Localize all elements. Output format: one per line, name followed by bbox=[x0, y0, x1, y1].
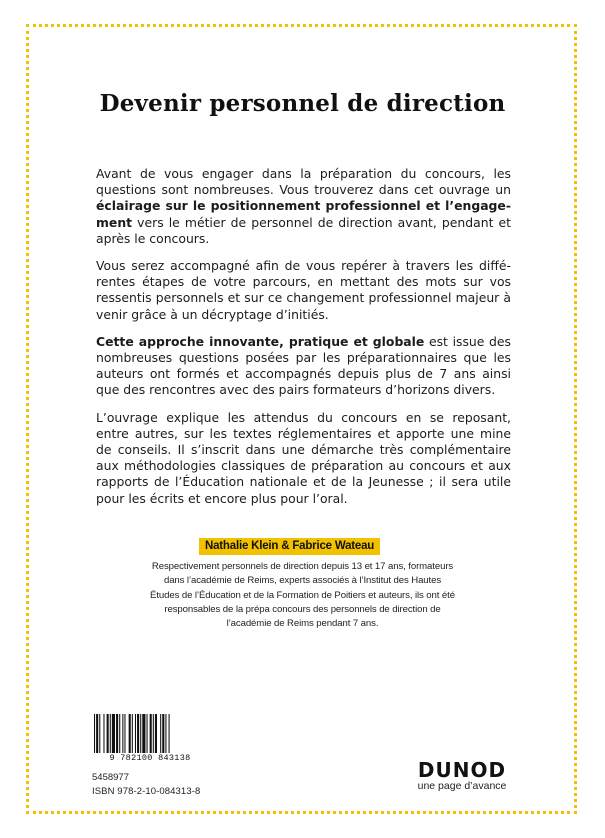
highlight-text: éclairage sur le positionnement professionnel et l’engagement bbox=[96, 198, 511, 230]
barcode-digits: 9 782100 843138 bbox=[92, 753, 208, 763]
paragraph-1: Avant de vous engager dans la préparation du concours, les questions sont nombreuses. Vous trouverez dans cet ouvrage un éclairage sur le positionnement professionnel et l’engagement vers le métier de personnel de direction avant, pendant et après le concours. bbox=[96, 166, 511, 246]
authors-bio: Respectivement personnels de direction depuis 13 et 17 ans, formateurs dans l’académie de Reims, experts associés à l’Institut des Hautes Études de l’Éducation et de la Formation de Poitiers et auteurs, ils ont été responsables de la prépa concours des personnels de direction de l’académie de Reims pendant 7 ans. bbox=[150, 561, 455, 630]
back-cover-description bbox=[96, 166, 511, 518]
product-code: 5458977 bbox=[92, 772, 129, 783]
authors-badge: Nathalie Klein & Fabrice Wateau bbox=[199, 538, 380, 555]
isbn: ISBN 978-2-10-084313-8 bbox=[92, 786, 201, 797]
publisher-name: DUNOD bbox=[417, 758, 507, 782]
barcode-bars-icon bbox=[92, 714, 208, 754]
publisher-logo bbox=[412, 760, 512, 793]
highlight-text: Cette approche innovante, pratique et globale bbox=[96, 333, 425, 349]
book-title: Devenir personnel de direction bbox=[99, 90, 506, 117]
paragraph-3: Cette approche innovante, pratique et globale est issue des nombreuses questions posées par les préparationnaires que les auteurs ont formés et accompagnés depuis plus de 7 ans ainsi que des rencontres avec des pairs formateurs d’horizons divers. bbox=[96, 333, 511, 398]
paragraph-2: Vous serez accompagné afin de vous repérer à travers les différentes étapes de votre parcours, en mettant des mots sur vos ressentis personnels et sur ce changement professionnel majeur à venir grâce à un décryptage d’initiés. bbox=[96, 258, 511, 322]
publisher-tagline: une page d’avance bbox=[417, 780, 507, 792]
paragraph-4: L’ouvrage explique les attendus du concours en se reposant, entre autres, sur les textes réglementaires et apporte une mine de conseils. Il s’inscrit dans une démarche très complémentaire aux méthodologies classiques de préparation au concours et aux rapports de l’Éducation nationale et de la Jeunesse ; il sera utile pour les écrits et encore plus pour l’oral. bbox=[96, 409, 511, 506]
